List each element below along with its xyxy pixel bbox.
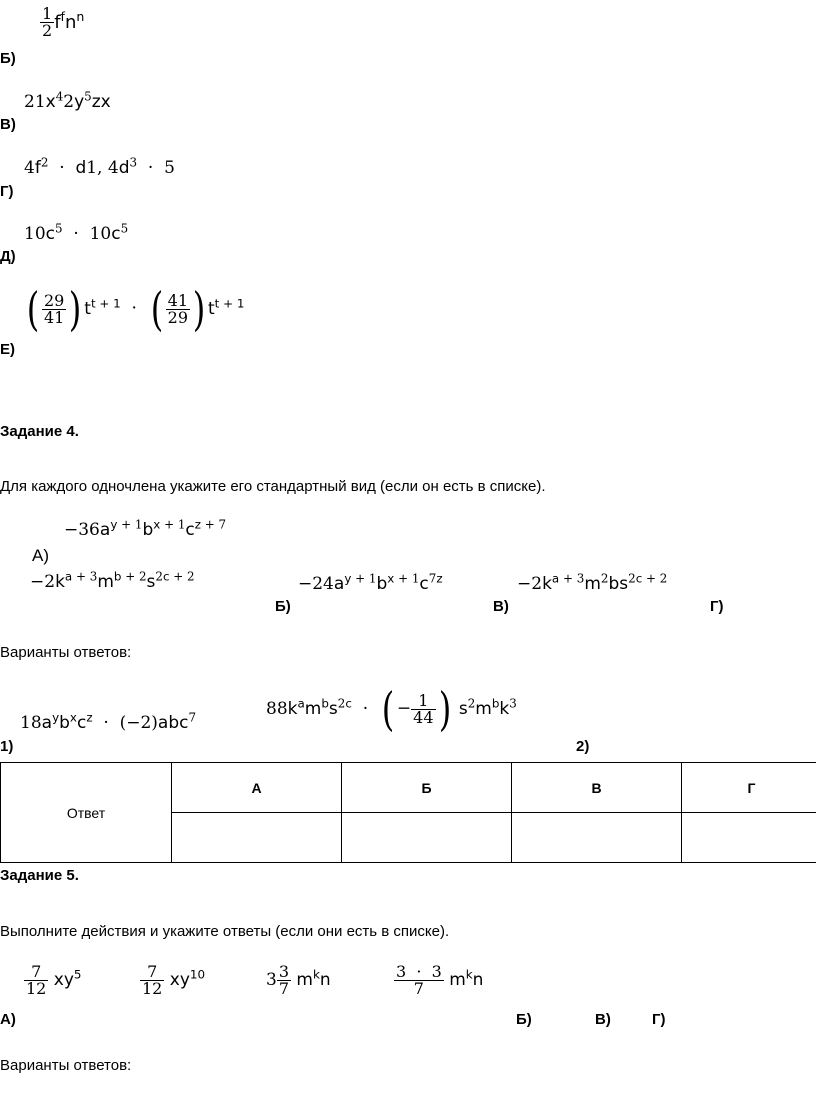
answer-col-v: В bbox=[512, 763, 682, 813]
task4-instruction: Для каждого одночлена укажите его стандартный вид (если он есть в списке). bbox=[0, 478, 546, 495]
option-e-label: Е) bbox=[0, 341, 15, 358]
answer-cell-g[interactable] bbox=[682, 813, 816, 863]
task4-expr-v: $-24a^{y + 1}b^{x + 1}c^{7z}$ bbox=[298, 571, 443, 594]
answer-cell-b[interactable] bbox=[342, 813, 512, 863]
task4-expr-b: $-2k^{a + 3}m^{b + 2}s^{2c + 2}$ bbox=[30, 569, 195, 592]
task5-expr-g: $\frac{3 \cdot 3}{7}$ $m^kn$ bbox=[396, 962, 484, 998]
task5-label-b: Б) bbox=[516, 1011, 532, 1028]
task4-expr-a: $-36a^{y + 1}b^{x + 1}c^{z + 7}$ bbox=[64, 517, 227, 540]
task5-expr-v: 3 $\frac{3}{7}$ $m^kn$ bbox=[266, 962, 331, 998]
task4-answer-1: $18a^yb^xc^z \cdot (-2)abc^7$ bbox=[20, 710, 197, 733]
expr-e: ( $\frac{29}{41}$ ) $t^{t + 1}$ · ( $\frac{41}{29}$ ) $t^{t + 1}$ bbox=[26, 282, 245, 336]
task5-answers-heading: Варианты ответов: bbox=[0, 1057, 132, 1074]
task5-label-v: В) bbox=[595, 1011, 611, 1028]
expr-b: $\frac{1}{2}$ $f^fn^n$ bbox=[42, 4, 85, 40]
expr-v: $21x^42y^5zx$ bbox=[24, 89, 111, 112]
option-g-label: Г) bbox=[0, 183, 14, 200]
answer-table bbox=[0, 762, 816, 863]
task4-answer-1-label: 1) bbox=[0, 738, 14, 755]
option-v-label: В) bbox=[0, 116, 16, 133]
task4-label-b: Б) bbox=[275, 598, 291, 615]
task5-title: Задание 5. bbox=[0, 867, 79, 884]
task4-answers-heading: Варианты ответов: bbox=[0, 644, 132, 661]
task4-answer-2-label: 2) bbox=[576, 738, 590, 755]
task4-title: Задание 4. bbox=[0, 423, 79, 440]
answer-col-a: А bbox=[172, 763, 342, 813]
task4-label-a: А) bbox=[32, 546, 49, 565]
expr-d: $10c^5 \cdot 10c^5$ bbox=[24, 221, 129, 244]
task5-instruction: Выполните действия и укажите ответы (если они есть в списке). bbox=[0, 923, 450, 940]
task5-label-g: Г) bbox=[652, 1011, 666, 1028]
answer-col-g: Г bbox=[682, 763, 816, 813]
answer-row-label: Ответ bbox=[1, 763, 172, 863]
task4-expr-g: $-2k^{a + 3}m^2bs^{2c + 2}$ bbox=[517, 571, 668, 594]
option-b-label: Б) bbox=[0, 50, 16, 67]
task5-expr-a: $\frac{7}{12}$ $xy^5$ bbox=[26, 962, 82, 998]
task4-answer-2: $88k^am^bs^{2c}$ · ( − $\frac{1}{44}$ ) $s^2m^bk^3$ bbox=[266, 682, 517, 736]
option-d-label: Д) bbox=[0, 248, 16, 265]
task4-label-v: В) bbox=[493, 598, 509, 615]
task4-label-g: Г) bbox=[710, 598, 724, 615]
answer-col-b: Б bbox=[342, 763, 512, 813]
task5-label-a: А) bbox=[0, 1011, 16, 1028]
task5-expr-b: $\frac{7}{12}$ $xy^{10}$ bbox=[142, 962, 206, 998]
answer-cell-v[interactable] bbox=[512, 813, 682, 863]
expr-g: $4f^2 \cdot d1$, $4d^3 \cdot 5$ bbox=[24, 155, 175, 178]
answer-cell-a[interactable] bbox=[172, 813, 342, 863]
